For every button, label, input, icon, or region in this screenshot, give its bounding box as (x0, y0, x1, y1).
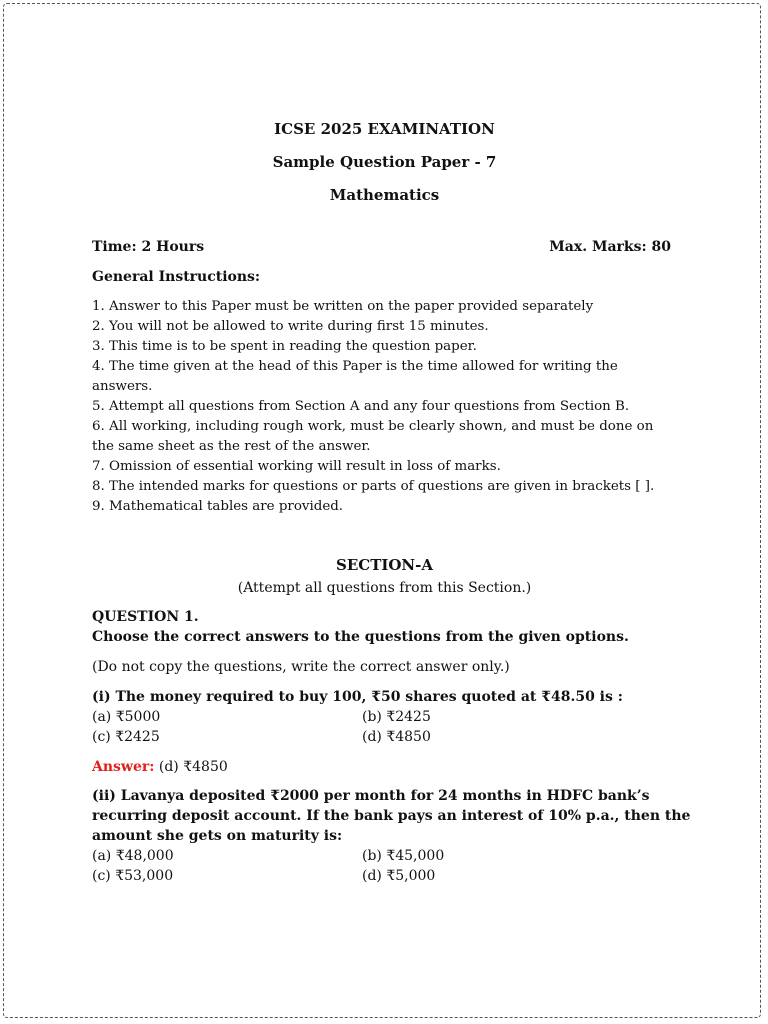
question-part-ii-line: recurring deposit account. If the bank pays an interest of 10% p.a., then the (92, 808, 691, 824)
instruction-line: 8. The intended marks for questions or parts of questions are given in brackets [ ]. (92, 479, 655, 494)
option-d: (d) ₹5,000 (362, 868, 436, 884)
option-b: (b) ₹2425 (362, 709, 431, 725)
option-b: (b) ₹45,000 (362, 848, 445, 864)
section-subtitle: (Attempt all questions from this Section.) (237, 580, 532, 596)
instruction-line: 2. You will not be allowed to write during first 15 minutes. (92, 319, 489, 334)
subject-title: Mathematics (329, 186, 440, 204)
section-title: SECTION-A (335, 556, 434, 574)
question-instruction: Choose the correct answers to the questions from the given options. (92, 629, 629, 645)
instruction-line: 5. Attempt all questions from Section A and any four questions from Section B. (92, 399, 630, 414)
instruction-line: 9. Mathematical tables are provided. (92, 499, 344, 514)
instructions-heading: General Instructions: (92, 269, 261, 285)
question-label: QUESTION 1. (92, 609, 199, 625)
answer-label: Answer: (92, 759, 155, 775)
instruction-line: 4. The time given at the head of this Paper is the time allowed for writing the (92, 359, 618, 374)
instruction-line: 7. Omission of essential working will result in loss of marks. (92, 459, 501, 474)
max-marks-label: Max. Marks: 80 (549, 239, 671, 255)
question-note: (Do not copy the questions, write the correct answer only.) (92, 659, 510, 675)
question-part-ii-line: amount she gets on maturity is: (92, 828, 343, 844)
option-c: (c) ₹53,000 (92, 868, 174, 884)
instruction-line: answers. (92, 379, 153, 394)
option-a: (a) ₹5000 (92, 709, 161, 725)
instruction-line: 3. This time is to be spent in reading the question paper. (92, 339, 477, 354)
answer-line (92, 757, 228, 777)
exam-title: ICSE 2025 EXAMINATION (274, 120, 495, 138)
paper-title: Sample Question Paper - 7 (272, 153, 497, 171)
option-d: (d) ₹4850 (362, 729, 431, 745)
instruction-line: 6. All working, including rough work, must be clearly shown, and must be done on (92, 419, 654, 434)
instruction-line: the same sheet as the rest of the answer. (92, 439, 371, 454)
option-c: (c) ₹2425 (92, 729, 160, 745)
answer-text: (d) ₹4850 (154, 759, 228, 775)
question-part-i: (i) The money required to buy 100, ₹50 shares quoted at ₹48.50 is : (92, 689, 623, 705)
time-label: Time: 2 Hours (92, 239, 205, 255)
option-a: (a) ₹48,000 (92, 848, 174, 864)
instruction-line: 1. Answer to this Paper must be written on the paper provided separately (92, 299, 594, 314)
question-part-ii-line: (ii) Lavanya deposited ₹2000 per month for 24 months in HDFC bank’s (92, 788, 650, 804)
